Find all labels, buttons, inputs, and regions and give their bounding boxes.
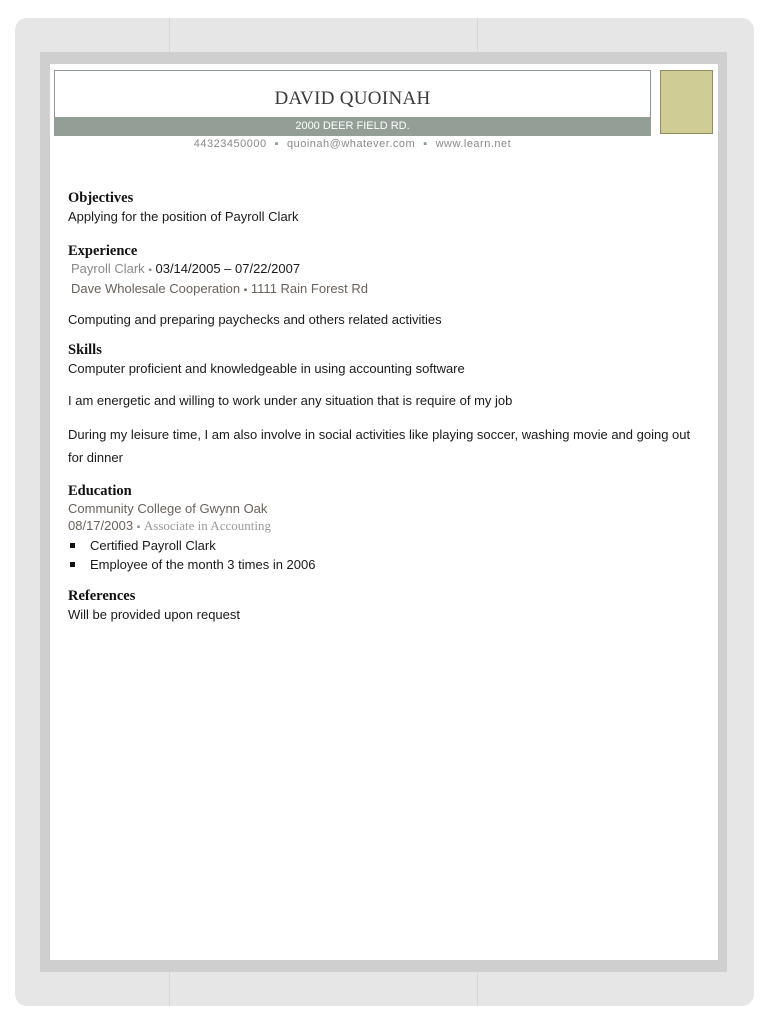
list-item: [68, 536, 698, 555]
section-heading: Skills: [68, 342, 102, 358]
address-bar: 2000 DEER FIELD RD.: [54, 117, 651, 136]
separator-icon: ▪: [243, 285, 248, 296]
section-heading: Objectives: [68, 190, 134, 206]
name-header-box: [54, 70, 651, 118]
bullet-square-icon: [70, 562, 75, 567]
company-name: Dave Wholesale Cooperation: [71, 281, 241, 296]
school-name: Community College of Gwynn Oak: [68, 501, 268, 516]
section-education: [68, 483, 698, 574]
separator-icon: ▪: [423, 138, 428, 150]
objective-text: Applying for the position of Payroll Clark: [68, 209, 299, 224]
resume-content: [68, 190, 698, 625]
education-date-line: [68, 518, 698, 536]
separator-icon: ▪: [136, 522, 141, 533]
phone-number: 44323450000: [193, 138, 267, 150]
resume-page: [50, 64, 718, 960]
section-experience: [68, 243, 698, 330]
bullet-text: Certified Payroll Clark: [90, 538, 216, 553]
company-location: 1111 Rain Forest Rd: [250, 281, 368, 296]
references-text: Will be provided upon request: [68, 607, 240, 622]
section-heading: References: [68, 588, 136, 604]
resume-name: DAVID QUOINAH: [274, 88, 431, 109]
education-bullets: [68, 536, 698, 574]
separator-icon: ▪: [274, 138, 279, 150]
website-url: www.learn.net: [435, 138, 512, 150]
email-address: quoinah@whatever.com: [287, 138, 416, 150]
list-item: [68, 555, 698, 574]
skill-item: During my leisure time, I am also involve in social activities like playing soccer, washing movie and going out for dinner: [68, 427, 691, 465]
contact-line: [54, 138, 651, 150]
skill-item: Computer proficient and knowledgeable in using accounting software: [68, 361, 465, 376]
graduation-date: 08/17/2003: [68, 518, 134, 533]
bullet-text: Employee of the month 3 times in 2006: [90, 557, 316, 572]
section-heading: Education: [68, 483, 132, 499]
skill-item: I am energetic and willing to work under any situation that is require of my job: [68, 393, 513, 408]
bullet-square-icon: [70, 543, 75, 548]
job-title: Payroll Clark: [71, 261, 145, 276]
job-dates: 03/14/2005 – 07/22/2007: [155, 261, 301, 276]
job-title-line: [68, 260, 698, 280]
separator-icon: ▪: [148, 265, 152, 276]
photo-placeholder: [660, 70, 713, 134]
section-heading: Experience: [68, 243, 138, 259]
company-line: [68, 280, 698, 300]
section-references: [68, 588, 698, 625]
section-objectives: [68, 190, 698, 227]
section-skills: [68, 342, 698, 469]
degree: Associate in Accounting: [143, 518, 271, 533]
job-description: Computing and preparing paychecks and others related activities: [68, 312, 442, 327]
